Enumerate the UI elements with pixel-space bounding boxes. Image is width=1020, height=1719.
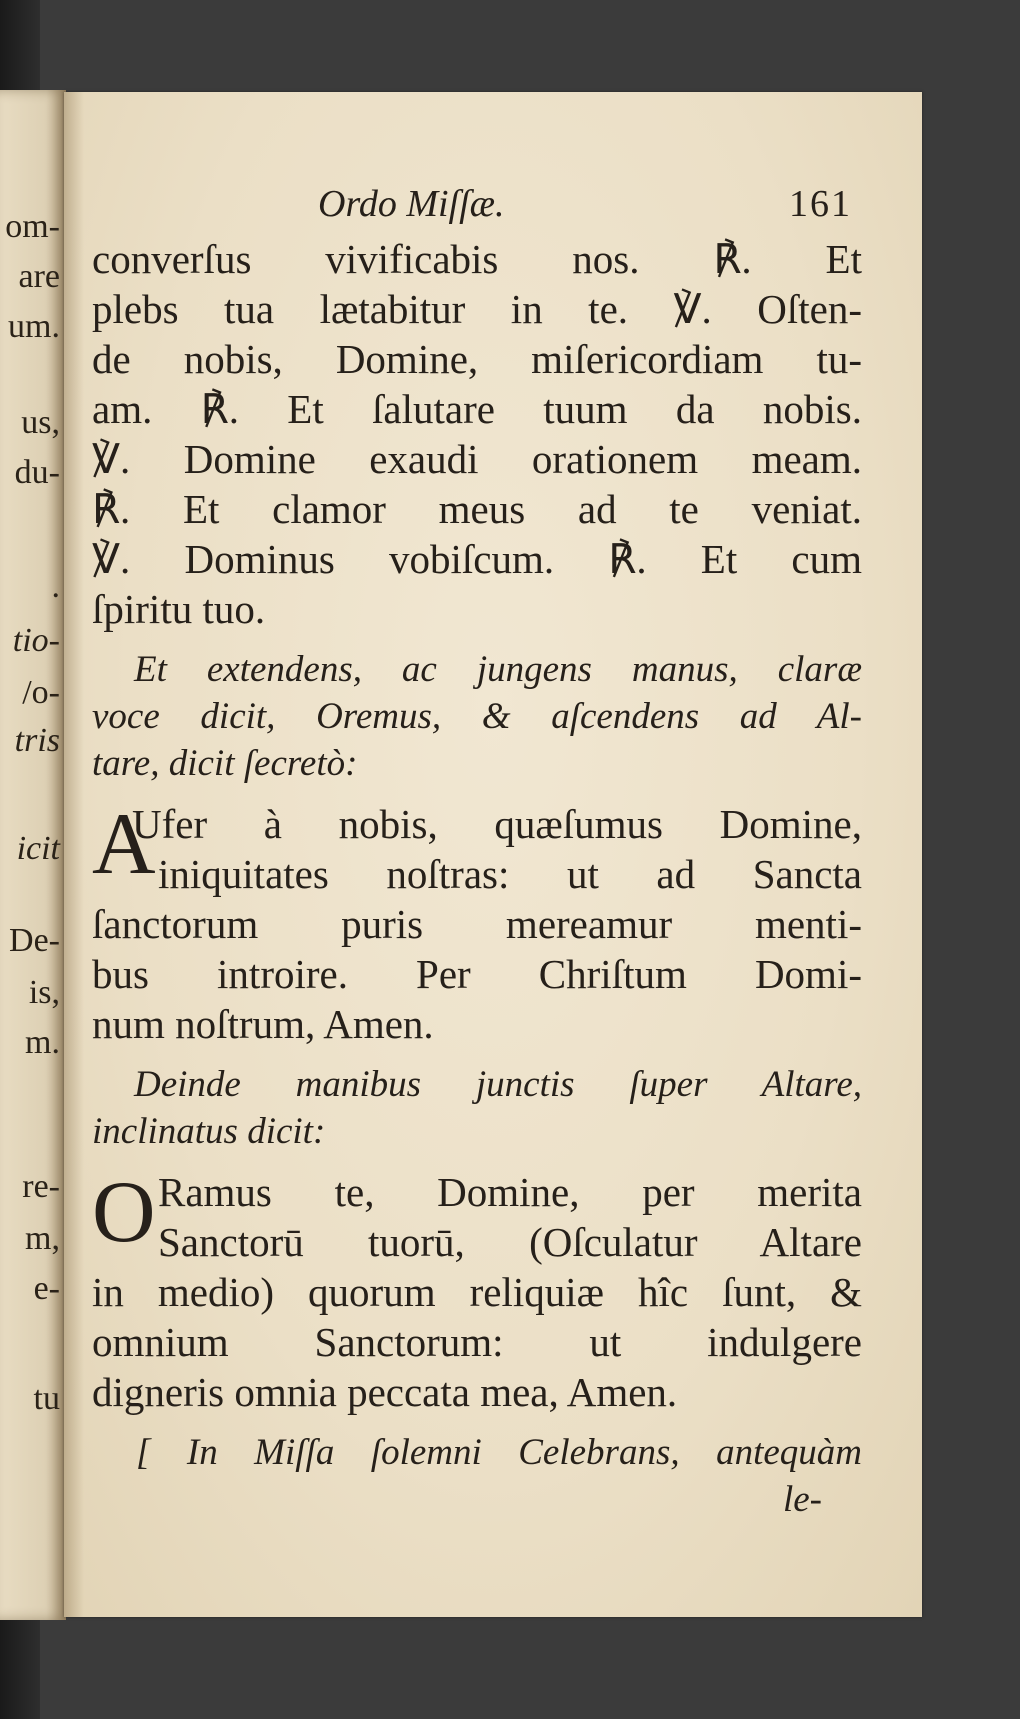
text-line: in medio) quorum reliquiæ hîc ſunt, & xyxy=(92,1269,862,1315)
facing-page-fragment: m. xyxy=(25,1024,60,1061)
drop-cap: O xyxy=(92,1164,156,1261)
rubric-instruction xyxy=(92,1061,862,1155)
facing-page-fragment: du- xyxy=(14,454,60,491)
facing-page-fragment: tu xyxy=(33,1380,60,1417)
catchword: le- xyxy=(782,1479,822,1520)
page-number: 161 xyxy=(789,183,852,225)
facing-page-fragment: are xyxy=(18,258,60,295)
facing-page-edge xyxy=(0,90,66,1620)
text-line: digneris omnia peccata mea, Amen. xyxy=(92,1369,678,1415)
facing-page-fragment: is, xyxy=(28,974,60,1011)
rubric-instruction xyxy=(92,646,862,787)
text-line: Ufer à nobis, quæſumus Domine, xyxy=(132,801,862,847)
text-line: Ramus te, Domine, per merita xyxy=(158,1169,862,1215)
facing-page-fragment: De- xyxy=(9,922,60,959)
text-line: plebs tua lætabitur in te. ℣. Oſten- xyxy=(92,286,862,332)
facing-page-fragment: tio- xyxy=(12,622,60,659)
rubric-line: tare, dicit ſecretò: xyxy=(92,743,358,784)
rubric-line: [ In Miſſa ſolemni Celebrans, antequàm xyxy=(136,1432,862,1473)
text-line: ℣. Dominus vobiſcum. ℟. Et cum xyxy=(92,536,862,582)
text-line: converſus vivificabis nos. ℟. Et xyxy=(92,236,862,282)
text-line: omnium Sanctorum: ut indulgere xyxy=(92,1319,862,1365)
text-line: Sanctorū tuorū, (Oſculatur Altare xyxy=(158,1219,862,1265)
page-text-block xyxy=(92,182,862,1523)
prayer-aufer xyxy=(92,796,862,1049)
book-page xyxy=(64,92,922,1617)
prayer-oramus xyxy=(92,1164,862,1417)
rubric-line: Et extendens, ac jungens manus, claræ xyxy=(134,649,862,690)
facing-page-fragment: . xyxy=(51,568,60,605)
text-line: ſpiritu tuo. xyxy=(92,586,266,632)
response-lines xyxy=(92,234,862,634)
text-line: am. ℟. Et ſalutare tuum da nobis. xyxy=(92,386,862,432)
rubric-line: Deinde manibus junctis ſuper Altare, xyxy=(134,1064,862,1105)
text-line: num noſtrum, Amen. xyxy=(92,1001,434,1047)
running-head xyxy=(92,182,862,234)
running-title: Ordo Miſſæ. xyxy=(318,183,505,225)
facing-page-fragment: e- xyxy=(33,1270,60,1307)
facing-page-fragment: us, xyxy=(21,404,60,441)
facing-page-fragment: m, xyxy=(25,1220,60,1257)
facing-page-fragment: um. xyxy=(8,308,60,345)
drop-cap: A xyxy=(92,796,156,893)
text-line: iniquitates noſtras: ut ad Sancta xyxy=(158,851,862,897)
facing-page-fragment: tris xyxy=(14,722,60,759)
facing-page-fragment: icit xyxy=(16,830,60,867)
rubric-line: voce dicit, Oremus, & aſcendens ad Al- xyxy=(92,696,862,737)
facing-page-fragment: om- xyxy=(5,208,60,245)
rubric-line: inclinatus dicit: xyxy=(92,1111,326,1152)
text-line: ℟. Et clamor meus ad te veniat. xyxy=(92,486,862,532)
text-line: de nobis, Domine, miſericordiam tu- xyxy=(92,336,862,382)
text-line: bus introire. Per Chriſtum Domi- xyxy=(92,951,862,997)
text-line: ſanctorum puris mereamur menti- xyxy=(92,901,862,947)
page-gutter-shadow xyxy=(64,92,84,1617)
facing-page-fragment: /o- xyxy=(22,674,60,711)
text-line: ℣. Domine exaudi orationem meam. xyxy=(92,436,862,482)
facing-page-fragment: re- xyxy=(22,1168,60,1205)
